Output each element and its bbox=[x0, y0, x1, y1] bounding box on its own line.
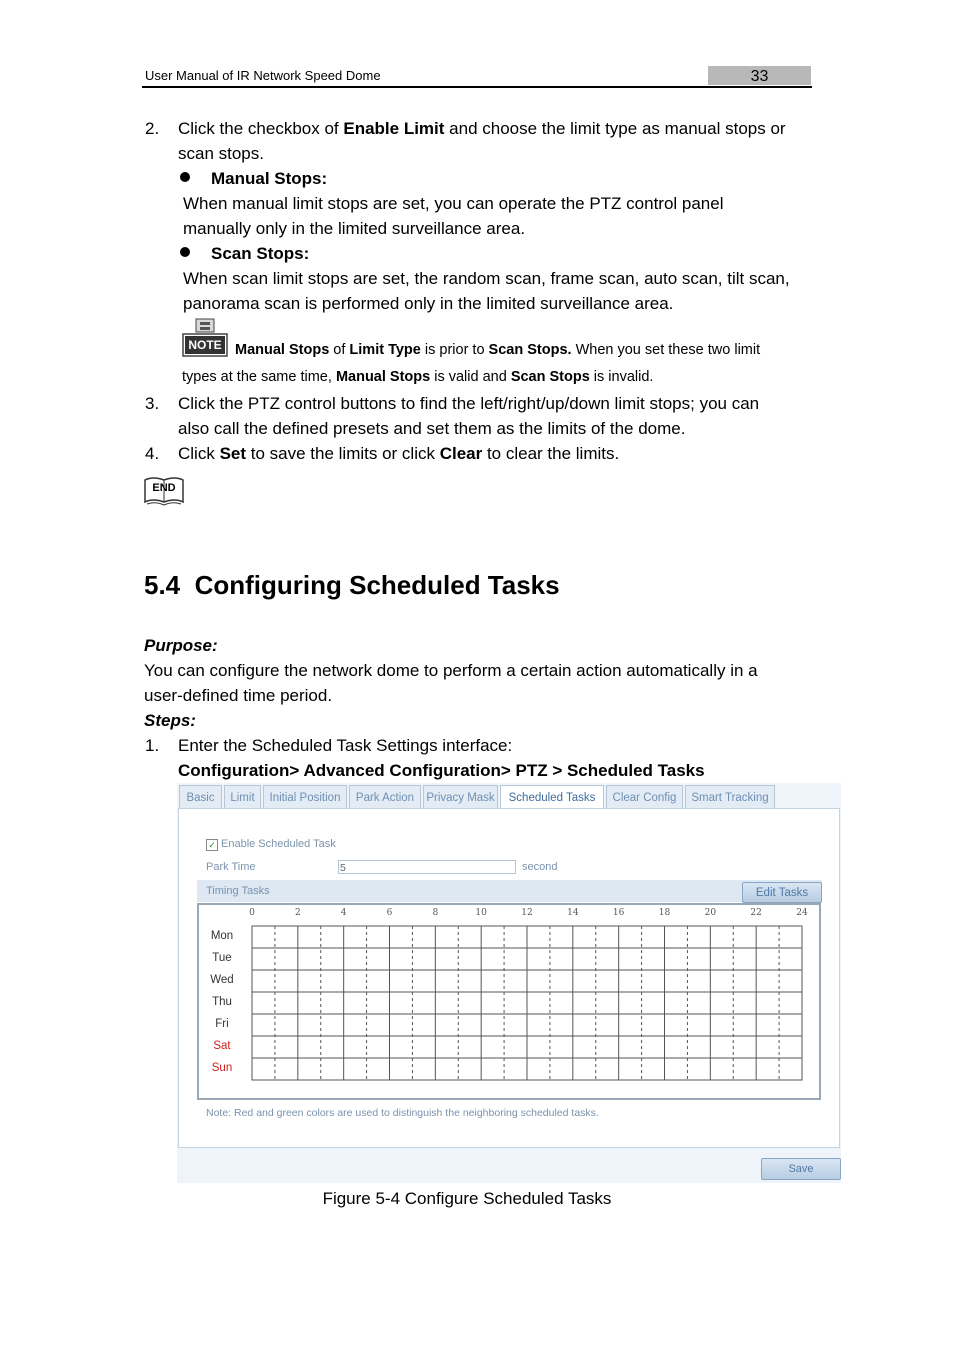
day-label: Sun bbox=[211, 1062, 233, 1074]
edit-tasks-button[interactable]: Edit Tasks bbox=[742, 882, 822, 903]
hour-label: 16 bbox=[612, 908, 625, 918]
scan-stops-line1: When scan limit stops are set, the random scan, frame scan, auto scan, tilt scan, bbox=[183, 269, 790, 288]
enable-scheduled-task-label: Enable Scheduled Task bbox=[221, 838, 336, 850]
scan-stops-line2: panorama scan is performed only in the limited surveillance area. bbox=[183, 294, 674, 313]
note-line1: Manual Stops of Limit Type is prior to Scan Stops. When you set these two limit bbox=[235, 342, 761, 358]
step-1-path: Configuration> Advanced Configuration> PTZ > Scheduled Tasks bbox=[178, 761, 705, 780]
park-time-input[interactable]: 5 bbox=[338, 860, 516, 874]
timing-tasks-label: Timing Tasks bbox=[206, 885, 270, 897]
step-3-line1: Click the PTZ control buttons to find the left/right/up/down limit stops; you can bbox=[178, 394, 760, 413]
day-label: Tue bbox=[212, 952, 232, 964]
tab-clear-config[interactable]: Clear Config bbox=[606, 785, 683, 809]
enable-scheduled-task-checkbox[interactable]: ✓ bbox=[206, 839, 218, 851]
hour-label: 2 bbox=[294, 908, 301, 918]
tab-limit[interactable]: Limit bbox=[224, 785, 261, 809]
header-title: User Manual of IR Network Speed Dome bbox=[145, 68, 381, 83]
end-icon-label: END bbox=[152, 482, 176, 494]
step-1-text: Enter the Scheduled Task Settings interface: bbox=[178, 736, 513, 755]
step-3-number: 3. bbox=[145, 394, 160, 413]
hour-label: 8 bbox=[432, 908, 439, 918]
manual-stops-line1: When manual limit stops are set, you can operate the PTZ control panel bbox=[183, 194, 724, 213]
scan-stops-title: Scan Stops: bbox=[211, 244, 310, 263]
figure-caption: Figure 5-4 Configure Scheduled Tasks bbox=[322, 1189, 612, 1208]
tab-basic[interactable]: Basic bbox=[179, 785, 222, 809]
hour-label: 14 bbox=[567, 908, 579, 918]
tab-initial-position[interactable]: Initial Position bbox=[263, 785, 347, 809]
step-2-number: 2. bbox=[145, 119, 160, 138]
hour-label: 18 bbox=[658, 908, 671, 918]
purpose-label: Purpose: bbox=[144, 636, 218, 655]
day-label: Fri bbox=[215, 1018, 229, 1030]
day-label: Thu bbox=[212, 996, 232, 1008]
hour-label: 6 bbox=[386, 908, 393, 918]
step-2-line2: scan stops. bbox=[178, 144, 264, 163]
day-label: Mon bbox=[210, 930, 234, 942]
note-line2: types at the same time, Manual Stops is valid and Scan Stops is invalid. bbox=[182, 369, 654, 385]
hour-label: 24 bbox=[796, 908, 808, 918]
tab-smart-tracking[interactable]: Smart Tracking bbox=[685, 785, 775, 809]
purpose-line1: You can configure the network dome to perform a certain action automatically in a bbox=[144, 661, 758, 680]
hour-label: 4 bbox=[340, 908, 347, 918]
page-number: 33 bbox=[750, 68, 769, 85]
hour-label: 10 bbox=[475, 908, 487, 918]
purpose-line2: user-defined time period. bbox=[144, 686, 333, 705]
park-time-label: Park Time bbox=[206, 861, 256, 873]
day-label: Wed bbox=[210, 974, 234, 986]
step-1-number: 1. bbox=[145, 736, 160, 755]
color-note: Note: Red and green colors are used to distinguish the neighboring scheduled tasks. bbox=[206, 1107, 599, 1119]
save-area bbox=[177, 1148, 841, 1182]
steps-label: Steps: bbox=[144, 711, 196, 730]
step-4-number: 4. bbox=[145, 444, 160, 463]
day-label: Sat bbox=[213, 1040, 231, 1052]
tab-privacy-mask[interactable]: Privacy Mask bbox=[423, 785, 498, 809]
manual-stops-line2: manually only in the limited surveillance area. bbox=[183, 219, 526, 238]
hour-label: 0 bbox=[249, 908, 255, 918]
step-3-line2: also call the defined presets and set them as the limits of the dome. bbox=[178, 419, 686, 438]
step-2-line1: Click the checkbox of Enable Limit and choose the limit type as manual stops or bbox=[178, 119, 786, 138]
hour-label: 22 bbox=[750, 908, 762, 918]
tab-scheduled-tasks[interactable]: Scheduled Tasks bbox=[500, 785, 604, 810]
note-icon-label: NOTE bbox=[188, 338, 222, 352]
manual-stops-title: Manual Stops: bbox=[211, 169, 328, 188]
tab-park-action[interactable]: Park Action bbox=[349, 785, 421, 809]
save-button[interactable]: Save bbox=[761, 1158, 841, 1180]
park-time-unit: second bbox=[522, 861, 558, 873]
section-title: 5.4 Configuring Scheduled Tasks bbox=[144, 570, 560, 600]
hour-label: 20 bbox=[704, 908, 717, 918]
step-4-line: Click Set to save the limits or click Clear to clear the limits. bbox=[178, 444, 620, 463]
hour-label: 12 bbox=[521, 908, 533, 918]
